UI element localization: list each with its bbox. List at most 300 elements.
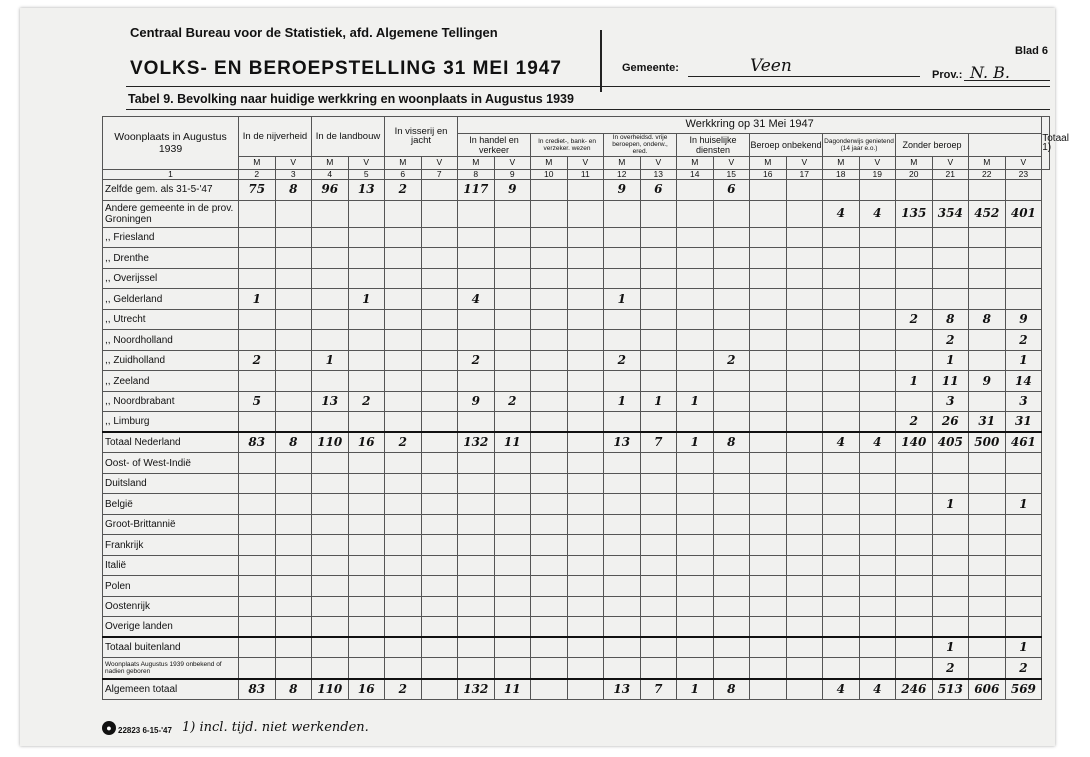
- column-number: 2: [239, 169, 276, 180]
- cell-value: [567, 637, 604, 658]
- cell-value: [385, 391, 422, 412]
- cell-value: 401: [1005, 200, 1042, 227]
- cell-value: [494, 617, 531, 638]
- cell-value: [750, 658, 787, 679]
- cell-value: [750, 268, 787, 289]
- column-number: 22: [969, 169, 1006, 180]
- cell-value: [750, 289, 787, 310]
- cell-value: [567, 596, 604, 617]
- group-header: In de landbouw: [312, 117, 385, 157]
- cell-value: [275, 248, 312, 269]
- cell-value: 11: [494, 432, 531, 453]
- cell-value: 4: [859, 432, 896, 453]
- cell-value: [823, 576, 860, 597]
- cell-value: [531, 432, 568, 453]
- cell-value: [1005, 514, 1042, 535]
- cell-value: [531, 200, 568, 227]
- cell-value: [312, 412, 349, 433]
- cell-value: [896, 535, 933, 556]
- cell-value: [823, 658, 860, 679]
- cell-value: [531, 412, 568, 433]
- cell-value: 2: [1005, 330, 1042, 351]
- cell-value: [312, 637, 349, 658]
- cell-value: [859, 494, 896, 515]
- cell-value: [421, 494, 458, 515]
- table-row: [103, 555, 1050, 576]
- table-row: [103, 658, 1050, 679]
- cell-value: 1: [677, 432, 714, 453]
- cell-value: [640, 617, 677, 638]
- row-label: ,, Gelderland: [103, 289, 239, 310]
- cell-value: [275, 453, 312, 474]
- cell-value: [531, 514, 568, 535]
- cell-value: [494, 248, 531, 269]
- cell-value: [567, 514, 604, 535]
- cell-value: [677, 180, 714, 201]
- cell-value: [750, 679, 787, 700]
- cell-value: [385, 617, 422, 638]
- cell-value: [859, 637, 896, 658]
- row-label: België: [103, 494, 239, 515]
- cell-value: 11: [932, 371, 969, 392]
- cell-value: [1005, 180, 1042, 201]
- cell-value: [239, 371, 276, 392]
- cell-value: [896, 617, 933, 638]
- cell-value: [786, 391, 823, 412]
- cell-value: [750, 309, 787, 330]
- cell-value: [421, 453, 458, 474]
- cell-value: [531, 391, 568, 412]
- row-label: Oostenrijk: [103, 596, 239, 617]
- cell-value: [239, 268, 276, 289]
- group-header: Beroep onbekend: [750, 133, 823, 156]
- cell-value: 2: [494, 391, 531, 412]
- cell-value: [640, 514, 677, 535]
- row-label: ,, Drenthe: [103, 248, 239, 269]
- cell-value: 9: [604, 180, 641, 201]
- cell-value: 3: [1005, 391, 1042, 412]
- cell-value: [786, 596, 823, 617]
- cell-value: [312, 473, 349, 494]
- row-label: ,, Zuidholland: [103, 350, 239, 371]
- cell-value: 2: [604, 350, 641, 371]
- cell-value: [421, 596, 458, 617]
- group-header: Zonder beroep: [896, 133, 969, 156]
- cell-value: [896, 330, 933, 351]
- cell-value: [494, 371, 531, 392]
- cell-value: [567, 248, 604, 269]
- cell-value: 8: [969, 309, 1006, 330]
- cell-value: [348, 371, 385, 392]
- cell-value: [494, 555, 531, 576]
- cell-value: [312, 576, 349, 597]
- cell-value: [969, 617, 1006, 638]
- sex-header: V: [932, 156, 969, 169]
- column-number: 11: [567, 169, 604, 180]
- cell-value: [750, 180, 787, 201]
- cell-value: [348, 330, 385, 351]
- cell-value: [786, 494, 823, 515]
- sheet-number: Blad 6: [1015, 45, 1049, 57]
- cell-value: [786, 248, 823, 269]
- cell-value: [531, 658, 568, 679]
- cell-value: [750, 227, 787, 248]
- cell-value: [677, 309, 714, 330]
- cell-value: [677, 637, 714, 658]
- cell-value: [494, 658, 531, 679]
- cell-value: [531, 637, 568, 658]
- cell-value: [823, 637, 860, 658]
- cell-value: [750, 412, 787, 433]
- cell-value: [677, 330, 714, 351]
- cell-value: [677, 555, 714, 576]
- row-label: Totaal buitenland: [103, 637, 239, 658]
- cell-value: 452: [969, 200, 1006, 227]
- cell-value: [713, 453, 750, 474]
- cell-value: [348, 596, 385, 617]
- cell-value: [567, 494, 604, 515]
- cell-value: [421, 289, 458, 310]
- cell-value: [969, 248, 1006, 269]
- cell-value: [494, 227, 531, 248]
- cell-value: [969, 658, 1006, 679]
- cell-value: [494, 330, 531, 351]
- province-label: Prov.:: [932, 69, 963, 81]
- cell-value: 2: [896, 309, 933, 330]
- cell-value: [932, 180, 969, 201]
- cell-value: [531, 227, 568, 248]
- cell-value: [421, 412, 458, 433]
- cell-value: [421, 330, 458, 351]
- cell-value: [969, 289, 1006, 310]
- sex-header: M: [750, 156, 787, 169]
- table-row: [103, 309, 1050, 330]
- cell-value: 4: [458, 289, 495, 310]
- cell-value: [677, 473, 714, 494]
- cell-value: [385, 535, 422, 556]
- cell-value: [385, 371, 422, 392]
- cell-value: [969, 637, 1006, 658]
- cell-value: [312, 289, 349, 310]
- cell-value: [859, 371, 896, 392]
- cell-value: [421, 248, 458, 269]
- sex-header: M: [239, 156, 276, 169]
- cell-value: [786, 617, 823, 638]
- cell-value: 7: [640, 679, 677, 700]
- cell-value: [275, 200, 312, 227]
- cell-value: 569: [1005, 679, 1042, 700]
- cell-value: [567, 200, 604, 227]
- row-label: ,, Friesland: [103, 227, 239, 248]
- cell-value: [385, 514, 422, 535]
- cell-value: [750, 555, 787, 576]
- cell-value: [275, 555, 312, 576]
- cell-value: [859, 535, 896, 556]
- cell-value: [786, 658, 823, 679]
- cell-value: [750, 514, 787, 535]
- cell-value: [275, 473, 312, 494]
- cell-value: [348, 494, 385, 515]
- cell-value: [750, 200, 787, 227]
- werkkring-header: Werkkring op 31 Mei 1947: [458, 117, 1042, 134]
- cell-value: [421, 637, 458, 658]
- table-row: [103, 391, 1050, 412]
- cell-value: [458, 330, 495, 351]
- printer-logo-icon: ●: [102, 721, 116, 735]
- header-rule-top: [126, 86, 1050, 87]
- cell-value: [239, 555, 276, 576]
- cell-value: 83: [239, 432, 276, 453]
- cell-value: [421, 268, 458, 289]
- sex-header: M: [969, 156, 1006, 169]
- cell-value: [823, 412, 860, 433]
- cell-value: [312, 555, 349, 576]
- cell-value: [567, 535, 604, 556]
- cell-value: [896, 514, 933, 535]
- cell-value: [567, 180, 604, 201]
- cell-value: [567, 227, 604, 248]
- cell-value: [494, 596, 531, 617]
- column-number: 16: [750, 169, 787, 180]
- cell-value: 8: [713, 679, 750, 700]
- cell-value: [859, 555, 896, 576]
- cell-value: [275, 617, 312, 638]
- cell-value: [531, 494, 568, 515]
- cell-value: [1005, 473, 1042, 494]
- cell-value: [531, 330, 568, 351]
- cell-value: [531, 180, 568, 201]
- cell-value: [859, 350, 896, 371]
- cell-value: [531, 453, 568, 474]
- cell-value: 2: [932, 330, 969, 351]
- cell-value: 1: [932, 637, 969, 658]
- row-label: ,, Zeeland: [103, 371, 239, 392]
- cell-value: [385, 227, 422, 248]
- group-header: In crediet-, bank- en verzeker. wezen: [531, 133, 604, 156]
- cell-value: [896, 248, 933, 269]
- cell-value: [932, 268, 969, 289]
- cell-value: [786, 371, 823, 392]
- cell-value: [786, 432, 823, 453]
- cell-value: [567, 371, 604, 392]
- cell-value: 132: [458, 432, 495, 453]
- cell-value: [567, 576, 604, 597]
- cell-value: [713, 330, 750, 351]
- cell-value: [677, 371, 714, 392]
- cell-value: [385, 596, 422, 617]
- cell-value: [275, 535, 312, 556]
- cell-value: [604, 596, 641, 617]
- column-number: 21: [932, 169, 969, 180]
- row-label: Frankrijk: [103, 535, 239, 556]
- cell-value: [312, 227, 349, 248]
- cell-value: [859, 596, 896, 617]
- cell-value: [239, 227, 276, 248]
- cell-value: [932, 248, 969, 269]
- cell-value: 16: [348, 432, 385, 453]
- cell-value: [275, 494, 312, 515]
- cell-value: [348, 555, 385, 576]
- cell-value: [823, 330, 860, 351]
- group-header: In visserij en jacht: [385, 117, 458, 157]
- cell-value: 1: [312, 350, 349, 371]
- cell-value: 135: [896, 200, 933, 227]
- column-number: 15: [713, 169, 750, 180]
- cell-value: [458, 535, 495, 556]
- cell-value: 4: [823, 679, 860, 700]
- form-code: 22823 6-15-'47: [118, 726, 172, 735]
- cell-value: [932, 596, 969, 617]
- column-number: 19: [859, 169, 896, 180]
- cell-value: [677, 350, 714, 371]
- cell-value: [239, 514, 276, 535]
- cell-value: [859, 576, 896, 597]
- form-title: VOLKS- EN BEROEPSTELLING 31 MEI 1947: [130, 58, 562, 79]
- row-label: Duitsland: [103, 473, 239, 494]
- cell-value: [640, 289, 677, 310]
- table-row: [103, 180, 1050, 201]
- column-number: 8: [458, 169, 495, 180]
- cell-value: [385, 330, 422, 351]
- sex-header: M: [823, 156, 860, 169]
- cell-value: [823, 596, 860, 617]
- row-label: ,, Noordbrabant: [103, 391, 239, 412]
- cell-value: [604, 248, 641, 269]
- cell-value: 1: [1005, 637, 1042, 658]
- cell-value: [969, 535, 1006, 556]
- cell-value: [275, 330, 312, 351]
- cell-value: [640, 637, 677, 658]
- cell-value: [713, 371, 750, 392]
- cell-value: [713, 637, 750, 658]
- cell-value: [458, 514, 495, 535]
- cell-value: [385, 268, 422, 289]
- cell-value: [494, 289, 531, 310]
- cell-value: [348, 350, 385, 371]
- cell-value: [567, 289, 604, 310]
- cell-value: 2: [713, 350, 750, 371]
- cell-value: [969, 514, 1006, 535]
- cell-value: [1005, 535, 1042, 556]
- cell-value: [494, 412, 531, 433]
- cell-value: [786, 227, 823, 248]
- table-row: [103, 494, 1050, 515]
- column-number: 5: [348, 169, 385, 180]
- cell-value: [640, 494, 677, 515]
- cell-value: [312, 535, 349, 556]
- cell-value: [348, 200, 385, 227]
- cell-value: 9: [969, 371, 1006, 392]
- table-row: [103, 432, 1050, 453]
- cell-value: [567, 453, 604, 474]
- cell-value: [677, 453, 714, 474]
- cell-value: 1: [932, 494, 969, 515]
- row-label: Woonplaats Augustus 1939 onbekend of nadien geboren: [103, 658, 239, 679]
- cell-value: [567, 268, 604, 289]
- cell-value: [932, 576, 969, 597]
- row-label: ,, Overijssel: [103, 268, 239, 289]
- cell-value: [969, 453, 1006, 474]
- cell-value: [567, 412, 604, 433]
- cell-value: [275, 658, 312, 679]
- cell-value: [823, 473, 860, 494]
- cell-value: [494, 637, 531, 658]
- cell-value: [786, 679, 823, 700]
- cell-value: [385, 412, 422, 433]
- cell-value: [932, 555, 969, 576]
- cell-value: [1005, 453, 1042, 474]
- table-row: [103, 268, 1050, 289]
- cell-value: [823, 227, 860, 248]
- cell-value: 461: [1005, 432, 1042, 453]
- cell-value: [677, 576, 714, 597]
- cell-value: [604, 412, 641, 433]
- cell-value: [859, 268, 896, 289]
- cell-value: [494, 268, 531, 289]
- sex-header: M: [896, 156, 933, 169]
- census-table: [102, 116, 1069, 700]
- cell-value: [713, 555, 750, 576]
- cell-value: 4: [823, 200, 860, 227]
- cell-value: [531, 268, 568, 289]
- cell-value: 2: [239, 350, 276, 371]
- cell-value: [640, 596, 677, 617]
- cell-value: [823, 514, 860, 535]
- row-label: Polen: [103, 576, 239, 597]
- cell-value: [421, 679, 458, 700]
- cell-value: [786, 309, 823, 330]
- sex-header: V: [567, 156, 604, 169]
- cell-value: 1: [932, 350, 969, 371]
- cell-value: [494, 473, 531, 494]
- cell-value: [932, 453, 969, 474]
- cell-value: [348, 227, 385, 248]
- cell-value: [896, 391, 933, 412]
- cell-value: [421, 200, 458, 227]
- cell-value: [421, 432, 458, 453]
- cell-value: [458, 309, 495, 330]
- cell-value: [604, 494, 641, 515]
- cell-value: [312, 248, 349, 269]
- cell-value: [640, 309, 677, 330]
- cell-value: 13: [348, 180, 385, 201]
- column-number: 10: [531, 169, 568, 180]
- cell-value: [969, 227, 1006, 248]
- cell-value: 14: [1005, 371, 1042, 392]
- cell-value: [458, 200, 495, 227]
- cell-value: 1: [640, 391, 677, 412]
- cell-value: [640, 268, 677, 289]
- cell-value: [275, 289, 312, 310]
- cell-value: [239, 248, 276, 269]
- cell-value: [421, 391, 458, 412]
- cell-value: [713, 227, 750, 248]
- cell-value: [823, 535, 860, 556]
- group-header: In handel en verkeer: [458, 133, 531, 156]
- cell-value: [312, 453, 349, 474]
- cell-value: [750, 248, 787, 269]
- cell-value: [421, 309, 458, 330]
- table-title: Tabel 9. Bevolking naar huidige werkkring en woonplaats in Augustus 1939: [128, 92, 574, 106]
- cell-value: [239, 637, 276, 658]
- cell-value: [750, 473, 787, 494]
- cell-value: [458, 494, 495, 515]
- cell-value: [312, 658, 349, 679]
- sex-header: V: [859, 156, 896, 169]
- cell-value: 13: [604, 432, 641, 453]
- cell-value: [312, 330, 349, 351]
- cell-value: [312, 268, 349, 289]
